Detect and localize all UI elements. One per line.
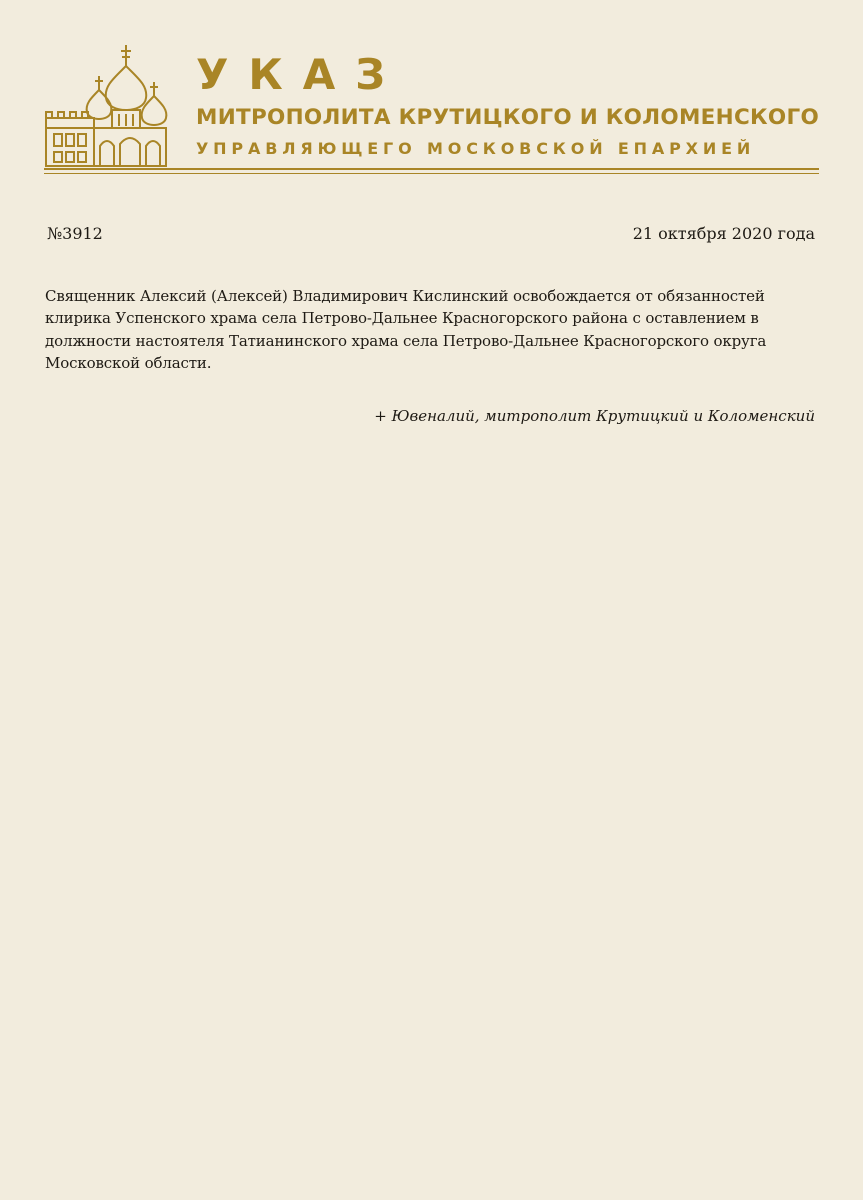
letterhead (44, 40, 819, 180)
decree-number: №3912 (47, 224, 103, 243)
signature-line: + Ювеналий, митрополит Крутицкий и Коломенский (374, 407, 815, 425)
header-rule-thick (44, 168, 819, 170)
decree-body: Священник Алексий (Алексей) Владимирович Кислинский освобождается от обязанностей клирика Успенского храма села Петрово-Дальнее Красногорского района с оставлением в должности настоятеля Татианинского храма села Петрово-Дальнее Красногорского округа Московской области. (45, 287, 767, 373)
issuer-subtitle: УПРАВЛЯЮЩЕГО МОСКОВСКОЙ ЕПАРХИЕЙ (196, 139, 756, 158)
decree-date: 21 октября 2020 года (632, 224, 815, 243)
header-rule-thin (44, 173, 819, 174)
cathedral-domes-icon (44, 42, 174, 170)
issuer-title: МИТРОПОЛИТА КРУТИЦКОГО И КОЛОМЕНСКОГО (196, 105, 820, 130)
decree-title: УКАЗ (196, 50, 406, 99)
